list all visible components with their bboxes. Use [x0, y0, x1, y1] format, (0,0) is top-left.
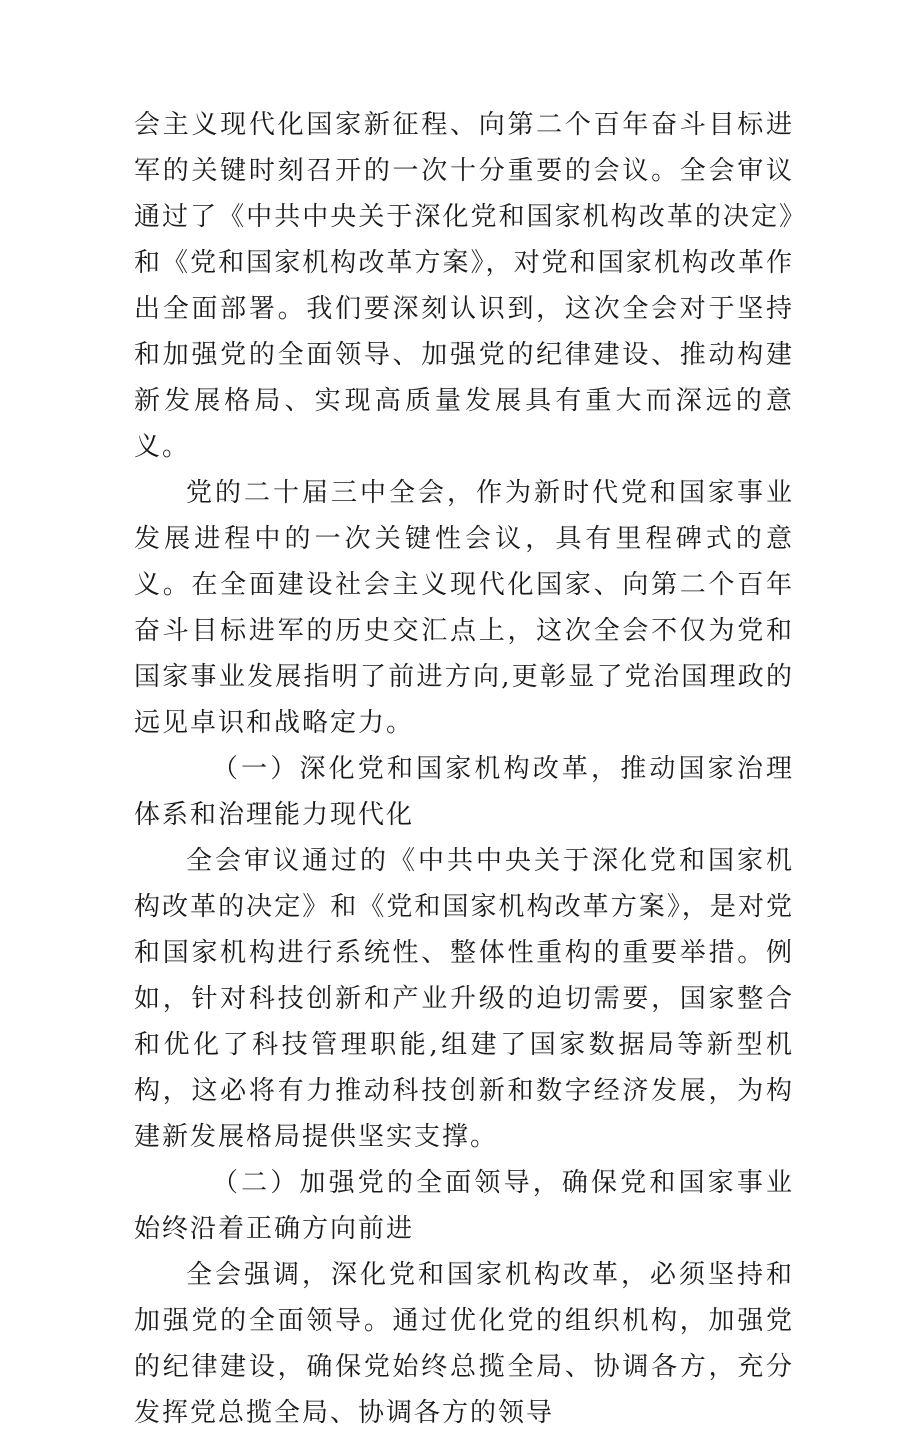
document-body — [134, 102, 794, 1436]
paragraph-third-plenum-significance: 党的二十届三中全会，作为新时代党和国家事业发展进程中的一次关键性会议，具有里程碑式的意义。在全面建设社会主义现代化国家、向第二个百年奋斗目标进军的历史交汇点上，这次全会不仅为党和国家事业发展指明了前进方向,更彰显了党治国理政的远见卓识和战略定力。 — [134, 478, 794, 738]
paragraph-institutional-reform: 全会审议通过的《中共中央关于深化党和国家机构改革的决定》和《党和国家机构改革方案》，是对党和国家机构进行系统性、整体性重构的重要举措。例如，针对科技创新和产业升级的迫切需要，国家整合和优化了科技管理职能,组建了国家数据局等新型机构，这必将有力推动科技创新和数字经济发展，为构建新发展格局提供坚实支撑。 — [134, 846, 794, 1152]
section-heading-1: （一）深化党和国家机构改革，推动国家治理体系和治理能力现代化 — [134, 754, 794, 830]
section-heading-2: （二）加强党的全面领导，确保党和国家事业始终沿着正确方向前进 — [134, 1168, 794, 1244]
paragraph-party-leadership: 全会强调，深化党和国家机构改革，必须坚持和加强党的全面领导。通过优化党的组织机构，加强党的纪律建设，确保党始终总揽全局、协调各方，充分发挥党总揽全局、协调各方的领导 — [134, 1260, 794, 1428]
paragraph-continuation: 会主义现代化国家新征程、向第二个百年奋斗目标进军的关键时刻召开的一次十分重要的会议。全会审议通过了《中共中央关于深化党和国家机构改革的决定》和《党和国家机构改革方案》，对党和国家机构改革作出全面部署。我们要深刻认识到，这次全会对于坚持和加强党的全面领导、加强党的纪律建设、推动构建新发展格局、实现高质量发展具有重大而深远的意义。 — [134, 110, 794, 462]
